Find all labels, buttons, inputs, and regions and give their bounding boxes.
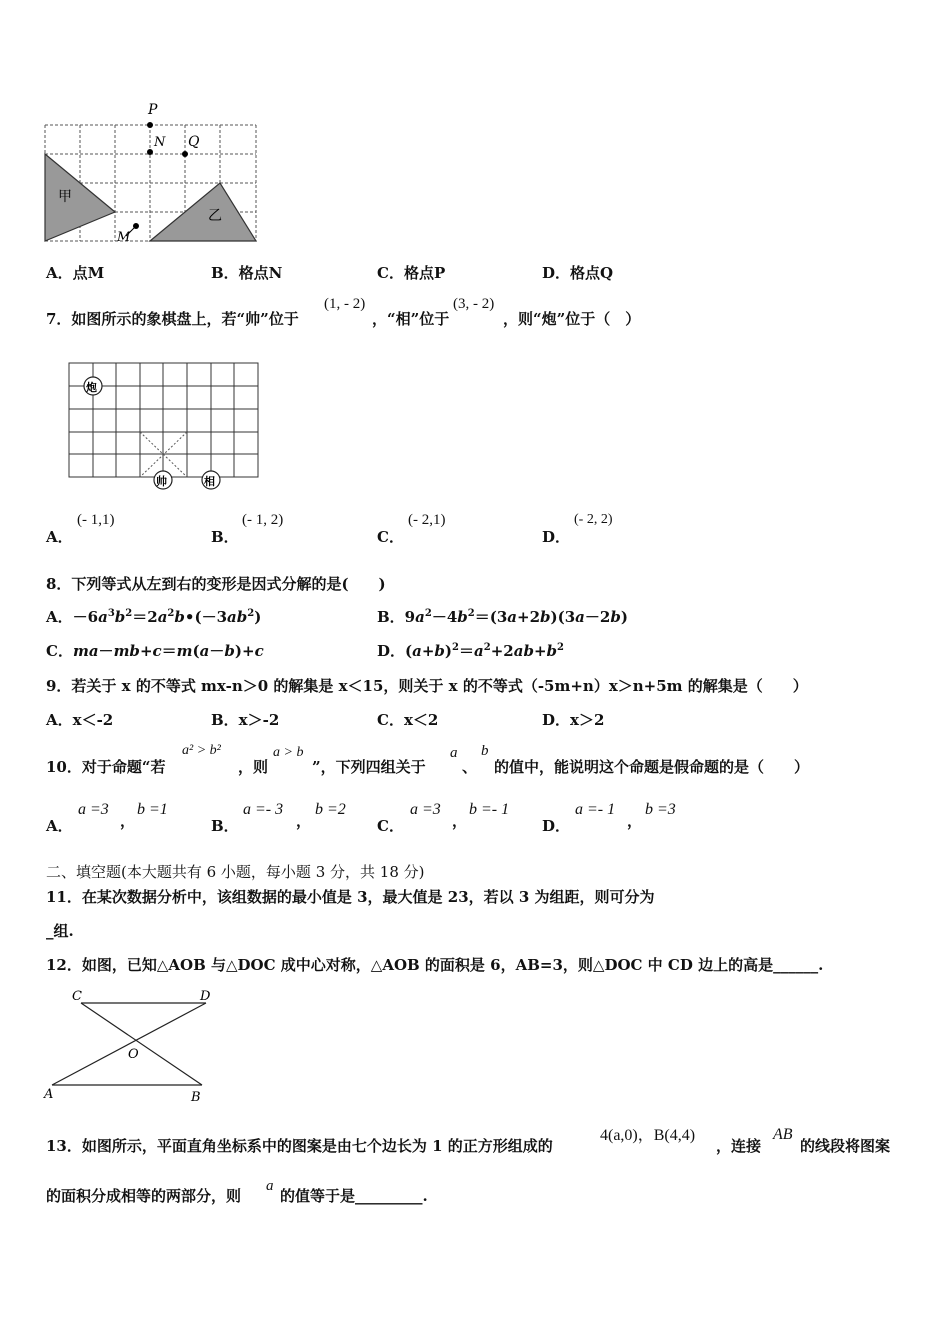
q11-line1: 11．在某次数据分析中，该组数据的最小值是 3，最大值是 23，若以 3 为组距，则可分为 [46,888,655,906]
q10-option-b-comma: ， [296,812,312,830]
q7-option-a-value: (- 1,1) [77,512,115,528]
piece-xiang: 相 [204,475,215,488]
q10-option-d-comma: ， [627,812,643,830]
q10-option-b-a: a =- 3 [243,801,284,818]
q12-label-c: C [72,989,82,1004]
piece-pao: 炮 [86,381,97,394]
label-jia: 甲 [58,189,72,205]
label-yi: 乙 [208,208,222,224]
q6-option-d: D．格点Q [542,264,614,282]
q7-coord-xiang: (3, - 2) [453,296,495,312]
q10-option-b-label: B． [211,817,239,835]
q10-option-b-b: b =2 [315,801,346,818]
q9-option-b: B．x＞-2 [211,711,280,729]
q10-option-d-label: D． [542,817,571,835]
q7-option-b-value: (- 1, 2) [242,512,284,528]
q8-option-a: A．$-6a^3b^2=2a^2b•(-3ab^2)$ [46,608,262,626]
q10-option-c-comma: ， [452,812,468,830]
q10-option-c-label: C． [377,817,404,835]
q7-option-d-label: D． [542,528,571,546]
q8-option-c: C．ma－mb+c＝m(a－b)+c [46,642,264,660]
q7-option-d-value: (- 2, 2) [574,512,613,527]
q6-option-a: A．点M [46,264,105,282]
q10-sep: 、 [462,758,478,776]
q10-stem-a: 10．对于命题“若 [46,758,166,776]
q10-var-a: a [450,745,458,761]
q13-stem-a: 13．如图所示，平面直角坐标系中的图案是由七个边长为 1 的正方形组成的 [46,1137,553,1155]
q12-figure [40,984,225,1106]
q13-var-a: a [266,1178,274,1194]
label-q: Q [188,134,200,150]
q10-option-c-b: b =- 1 [469,801,510,818]
q9-option-c: C．x＜2 [377,711,439,729]
q6-option-b: B．格点N [211,264,283,282]
q9-stem: 9．若关于 x 的不等式 mx-n＞0 的解集是 x＜15，则关于 x 的不等式（-5m+n）x＞n+5m 的解集是（ ） [46,677,808,695]
q13-seg: AB [773,1126,793,1143]
q6-option-c: C．格点P [377,264,446,282]
q10-stem-c: ”，下列四组关于 [312,758,426,776]
q10-stem-d: 的值中，能说明这个命题是假命题的是（ ） [494,758,810,776]
q6-grid-figure [40,98,265,248]
q12-text: 12．如图，已知△AOB 与△DOC 成中心对称，△AOB 的面积是 6，AB=3，则△DOC 中 CD 边上的高是______. [46,956,824,974]
q7-stem-b: ，“相”位于 [372,310,450,328]
q13-stem-b: ，连接 [716,1137,762,1155]
q7-stem-c: ，则“炮”位于（ ） [503,310,641,328]
q12-label-d: D [200,989,211,1004]
q8-option-d: D．$(a+b)^2=a^2+2ab+b^2$ [377,642,564,660]
q10-var-b: b [481,743,489,759]
q10-condition: a² > b² [182,743,221,758]
q10-option-a-label: A． [46,817,73,835]
section-title: 二、填空题(本大题共有 6 小题，每小题 3 分，共 18 分) [46,863,425,881]
piece-shuai: 帅 [156,475,167,488]
label-p: P [148,102,158,118]
q7-option-c-label: C． [377,528,404,546]
q10-option-a-b: b =1 [137,801,168,818]
q7-coord-shuai: (1, - 2) [324,296,366,312]
q12-label-o: O [128,1047,139,1062]
q10-option-a-comma: ， [120,812,136,830]
q9-option-d: D．x＞2 [542,711,605,729]
q7-option-b-label: B． [211,528,239,546]
q11-line2: _组. [46,922,74,940]
q13-line2-a: 的面积分成相等的两部分，则 [46,1187,242,1205]
q7-option-a-label: A． [46,528,73,546]
q7-chessboard [62,358,267,490]
q13-line2-b: 的值等于是_________. [280,1187,428,1205]
label-m: M [117,230,131,245]
q13-stem-c: 的线段将图案 [800,1137,891,1155]
q7-option-c-value: (- 2,1) [408,512,446,528]
q8-stem: 8．下列等式从左到右的变形是因式分解的是( ) [46,575,386,593]
q12-label-a: A [44,1087,54,1102]
q10-option-c-a: a =3 [410,801,441,818]
q8-option-b: B．$9a^2-4b^2=(3a+2b)(3a-2b)$ [377,608,628,626]
q10-option-a-a: a =3 [78,801,109,818]
q13-points: 4(a,0)，B(4,4) [600,1127,696,1144]
q12-label-b: B [191,1090,201,1105]
q10-conclusion: a > b [273,745,304,760]
q10-option-d-a: a =- 1 [575,801,616,818]
q7-stem: 7．如图所示的象棋盘上，若“帅”位于 [46,310,299,328]
label-n: N [154,135,166,150]
q10-option-d-b: b =3 [645,801,676,818]
q10-stem-b: ，则 [238,758,269,776]
q9-option-a: A．x＜-2 [46,711,114,729]
